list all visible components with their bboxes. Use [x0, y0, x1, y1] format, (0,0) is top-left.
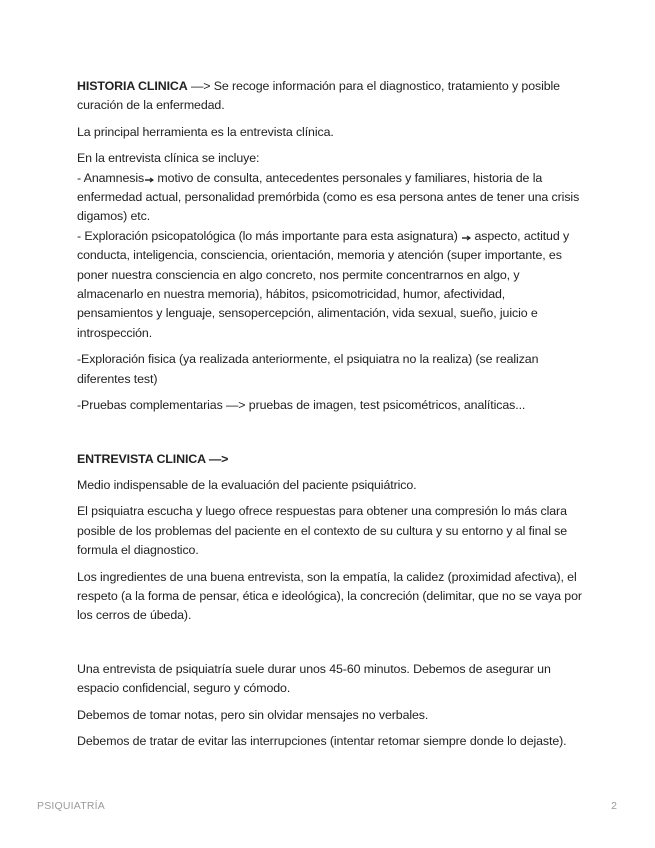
includes-paragraph	[77, 149, 582, 343]
footer-subject: PSIQUIATRÍA	[37, 800, 105, 812]
tool-paragraph: La principal herramienta es la entrevista clínica.	[77, 124, 334, 139]
exploracion-label: - Exploración psicopatológica (lo más importante para esta asignatura)	[77, 228, 458, 243]
entrevista-paragraph-6: Debemos de tratar de evitar las interrupciones (intentar retomar siempre donde lo dejaste).	[77, 733, 567, 748]
entrevista-paragraph-4: Una entrevista de psiquiatría suele durar unos 45-60 minutos. Debemos de asegurar un espacio confidencial, seguro y cómodo.	[77, 661, 551, 696]
entrevista-paragraph-5: Debemos de tomar notas, pero sin olvidar mensajes no verbales.	[77, 707, 429, 722]
anamnesis-text: motivo de consulta, antecedentes personales y familiares, historia de la enfermedad actual, personalidad premórbida (como es esa persona antes de tener una crisis digamos) etc.	[77, 170, 580, 224]
anamnesis-label: - Anamnesis	[77, 170, 145, 185]
exploracion-fisica-paragraph: -Exploración fisica (ya realizada anteriormente, el psiquiatra no la realiza) (se realizan diferentes test)	[77, 352, 539, 386]
pruebas-paragraph: -Pruebas complementarias —> pruebas de imagen, test psicométricos, analíticas...	[77, 398, 526, 413]
entrevista-paragraph-2: El psiquiatra escucha y luego ofrece respuestas para obtener una compresión lo más clara posible de los problemas del paciente en el contexto de su cultura y su entorno y al final se formula el diagnostico.	[77, 504, 568, 558]
historia-clinica-text: —> Se recoge información para el diagnostico, tratamiento y posible curación de la enfermedad.	[77, 79, 560, 113]
includes-intro: En la entrevista clínica se incluye:	[77, 151, 260, 166]
footer-page-number: 2	[611, 800, 617, 812]
arrow-right-icon	[144, 173, 154, 183]
historia-clinica-heading: HISTORIA CLINICA	[77, 79, 188, 93]
entrevista-paragraph-1: Medio indispensable de la evaluación del paciente psiquiátrico.	[77, 477, 417, 492]
page-content	[77, 77, 582, 758]
entrevista-clinica-heading: ENTREVISTA CLINICA —>	[77, 451, 229, 466]
exploracion-text: aspecto, actitud y conducta, inteligencia, consciencia, orientación, memoria y atención (super importante, es poner nuestra consciencia en algo concreto, nos permite concentrarnos en algo, y almacenarlo en nuestra memoria), hábitos, psicomotricidad, humor, afectividad, pensamientos y lenguaje, sensopercepción, alimentación, vida sexual, sueño, juicio e introspección.	[77, 228, 570, 340]
arrow-right-icon	[461, 231, 471, 241]
entrevista-paragraph-3: Los ingredientes de una buena entrevista, son la empatía, la calidez (proximidad afectiva), el respeto (a la forma de pensar, ética e ideológica), la concreción (delimitar, que no se vaya por los cerros de úbeda).	[77, 569, 582, 623]
historia-clinica-paragraph	[77, 77, 582, 116]
